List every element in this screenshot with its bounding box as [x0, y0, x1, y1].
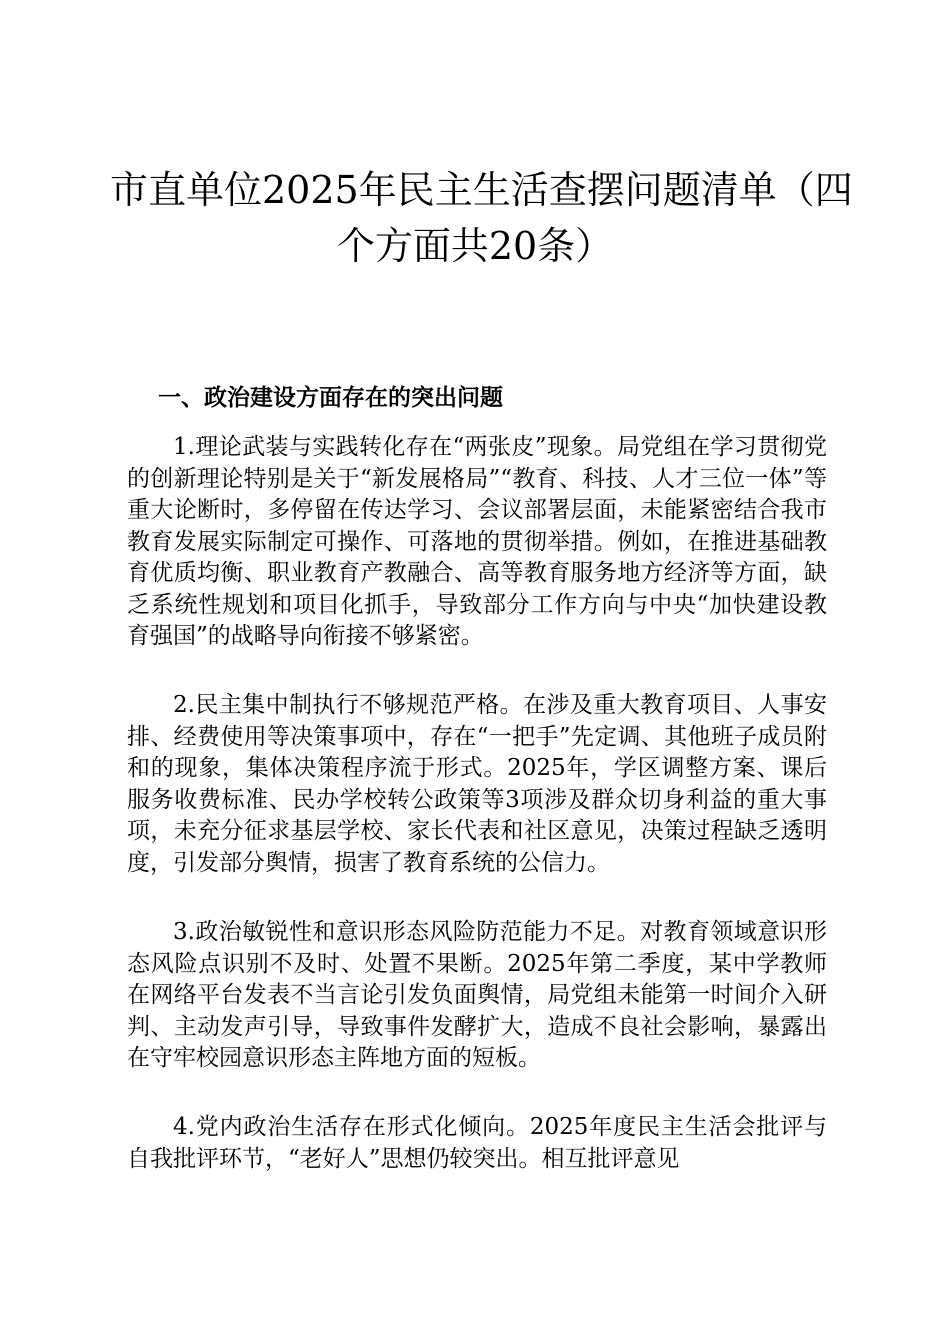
paragraph-item-4: 4.党内政治生活存在形式化倾向。2025年度民主生活会批评与自我批评环节，“老好人”思想仍较突出。相互批评意见: [127, 1114, 827, 1172]
document-title-line-1: 市直单位2025年民主生活查摆问题清单（四: [110, 168, 853, 212]
paragraph-item-2: 2.民主集中制执行不够规范严格。在涉及重大教育项目、人事安排、经费使用等决策事项中，存在“一把手”先定调、其他班子成员附和的现象，集体决策程序流于形式。2025年，学区调整方案、课后服务收费标准、民办学校转公政策等3项涉及群众切身利益的重大事项，未充分征求基层学校、家长代表和社区意见，决策过程缺乏透明度，引发部分舆情，损害了教育系统的公信力。: [127, 692, 827, 876]
document-title-line-2: 个方面共20条）: [336, 224, 614, 268]
paragraph-item-3: 3.政治敏锐性和意识形态风险防范能力不足。对教育领域意识形态风险点识别不及时、处置不果断。2025年第二季度，某中学教师在网络平台发表不当言论引发负面舆情，局党组未能第一时间介入研判、主动发声引导，导致事件发酵扩大，造成不良社会影响，暴露出在守牢校园意识形态主阵地方面的短板。: [127, 919, 827, 1071]
document-title: [110, 162, 853, 274]
section-heading-political-construction: 一、政治建设方面存在的突出问题: [158, 384, 503, 411]
paragraph-item-1: 1.理论武装与实践转化存在“两张皮”现象。局党组在学习贯彻党的创新理论特别是关于“新发展格局”“教育、科技、人才三位一体”等重大论断时，多停留在传达学习、会议部署层面，未能紧密结合我市教育发展实际制定可操作、可落地的贯彻举措。例如，在推进基础教育优质均衡、职业教育产教融合、高等教育服务地方经济等方面，缺乏系统性规划和项目化抓手，导致部分工作方向与中央“加快建设教育强国”的战略导向衔接不够紧密。: [127, 434, 827, 649]
